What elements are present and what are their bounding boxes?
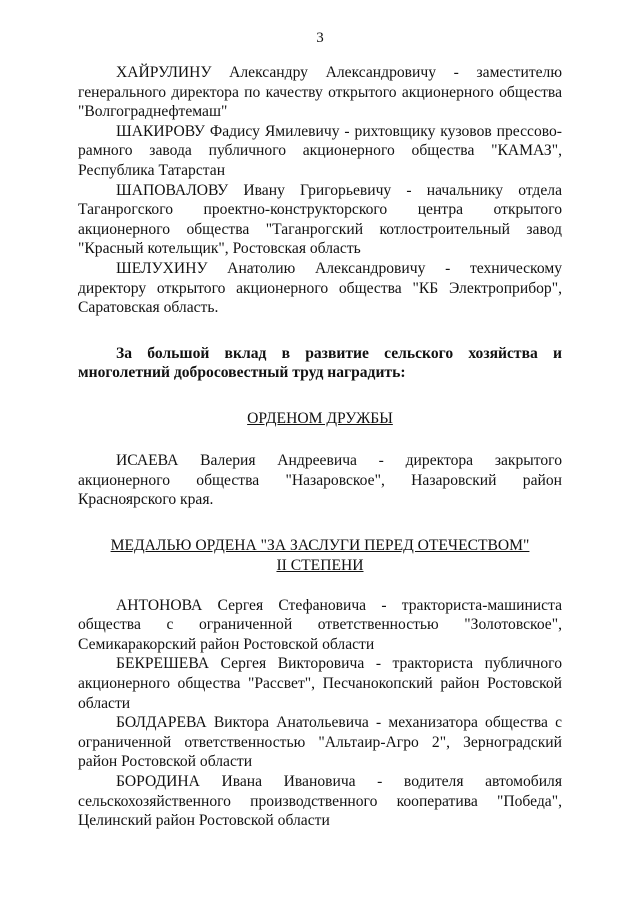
award-list-section-1	[78, 63, 562, 318]
award-title-line-1: МЕДАЛЬЮ ОРДЕНА "ЗА ЗАСЛУГИ ПЕРЕД ОТЕЧЕСТВОМ"	[110, 536, 530, 554]
document-page	[78, 30, 562, 831]
list-item: АНТОНОВА Сергея Стефановича - тракториста-машиниста общества с ограниченной ответственностью "Золотовское", Семикаракорский район Ростовской области	[78, 596, 562, 653]
award-title: ОРДЕНОМ ДРУЖБЫ	[247, 409, 393, 427]
list-item: ШАКИРОВУ Фадису Ямилевичу - рихтовщику кузовов прессово-рамного завода публичного акционерного общества "КАМАЗ", Республика Татарстан	[78, 122, 562, 179]
award-heading-order	[78, 409, 562, 429]
award-heading-medal	[78, 536, 562, 576]
list-item: ШЕЛУХИНУ Анатолию Александровичу - техническому директору открытого акционерного общества "КБ Электроприбор", Саратовская область.	[78, 259, 562, 317]
list-item: ИСАЕВА Валерия Андреевича - директора закрытого акционерного общества "Назаровское", Назаровский район Красноярского края.	[78, 451, 562, 509]
list-item: ШАПОВАЛОВУ Ивану Григорьевичу - начальнику отдела Таганрогского проектно-конструкторского центра открытого акционерного общества "Таганрогский котлостроительный завод "Красный котельщик", Ростовская область	[78, 181, 562, 258]
list-item: БЕКРЕШЕВА Сергея Викторовича - тракториста публичного акционерного общества "Рассвет", Песчанокопский район Ростовской области	[78, 655, 562, 712]
list-item: БОЛДАРЕВА Виктора Анатольевича - механизатора общества с ограниченной ответственностью "Альтаир-Агро 2", Зерноградский район Ростовской области	[78, 714, 562, 771]
decree-statement	[78, 344, 562, 383]
award-list-section-2	[78, 451, 562, 510]
list-item: ХАЙРУЛИНУ Александру Александровичу - заместителю генерального директора по качеству открытого акционерного общества "Волгограднефтемаш"	[78, 64, 562, 121]
award-list-section-3	[78, 596, 562, 831]
list-item: БОРОДИНА Ивана Ивановича - водителя автомобиля сельскохозяйственного производственного кооператива "Победа", Целинский район Ростовской области	[78, 773, 562, 830]
page-number: 3	[316, 30, 324, 46]
decree-text: За большой вклад в развитие сельского хозяйства и многолетний добросовестный труд наградить:	[78, 344, 562, 382]
award-title-line-2: II СТЕПЕНИ	[276, 556, 364, 574]
